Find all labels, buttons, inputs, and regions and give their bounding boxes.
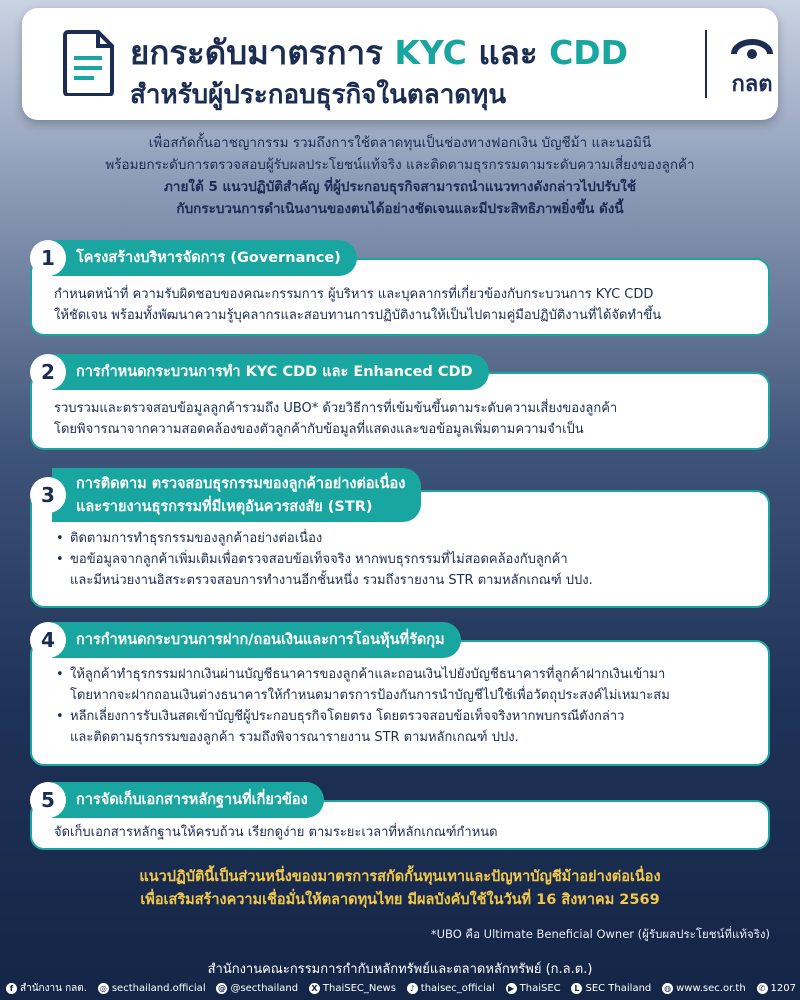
instagram-icon: ◎ (98, 983, 109, 994)
footnote: *UBO คือ Ultimate Beneficial Owner (ผู้รับผลประโยชน์ที่แท้จริง) (430, 927, 770, 941)
section-monitoring (30, 468, 770, 608)
facebook-icon: f (6, 983, 17, 994)
x-icon: X (309, 983, 320, 994)
section-number-badge: 3 (30, 477, 66, 513)
intro-text (40, 132, 760, 220)
bullet-item: • หลีกเลี่ยงการรับเงินสดเข้าบัญชีผู้ประกอบธุรกิจโดยตรง โดยตรวจสอบข้อเท็จจริงหากพบกรณีดังกล่าว และติดตามธุรกรรมของลูกค้า รวมถึงพิจารณารายงาน STR ตามหลักเกณฑ์ ปปง. (54, 706, 752, 748)
social-link[interactable]: ◍ www.sec.or.th (664, 983, 746, 994)
section-title: การกำหนดกระบวนการทำ KYC CDD และ Enhanced CDD (52, 354, 489, 390)
section-title: การจัดเก็บเอกสารหลักฐานที่เกี่ยวข้อง (52, 782, 324, 818)
social-links (6, 981, 796, 996)
section-line: โดยพิจารณาจากความสอดคล้องของตัวลูกค้ากับข้อมูลที่แสดงและขอข้อมูลเพิ่มตามความจำเป็น (54, 422, 584, 437)
social-link[interactable]: ✆ 1207 (757, 981, 796, 996)
web-icon: ◍ (662, 983, 673, 994)
intro-line: พร้อมยกระดับการตรวจสอบผู้รับผลประโยชน์แท้จริง และติดตามธุรกรรมตามระดับความเสี่ยงของลูกค้า (105, 157, 695, 173)
section-kyc-process (30, 354, 770, 450)
section-number-badge: 4 (30, 622, 66, 658)
section-title: โครงสร้างบริหารจัดการ (Governance) (52, 240, 357, 276)
social-link[interactable]: ▶ ThaiSEC (506, 981, 561, 996)
bullet-item: • ติดตามการทำธุรกรรมของลูกค้าอย่างต่อเนื่อง (54, 528, 752, 549)
tiktok-icon: ♪ (407, 983, 418, 994)
section-line: กำหนดหน้าที่ ความรับผิดชอบของคณะกรรมการ ผู้บริหาร และบุคลากรที่เกี่ยวข้องกับกระบวนการ KYC CDD (54, 287, 654, 302)
section-number-badge: 2 (30, 354, 66, 390)
intro-line-bold: ภายใต้ 5 แนวปฏิบัติสำคัญ ที่ผู้ประกอบธุรกิจสามารถนำแนวทางดังกล่าวไปปรับใช้ (164, 179, 636, 195)
header-card (22, 8, 778, 120)
social-link[interactable]: ◎ secthailand.official (99, 983, 206, 994)
document-icon (62, 30, 114, 96)
social-link[interactable]: f สำนักงาน กลต. (6, 981, 87, 996)
threads-icon: @ (217, 984, 226, 993)
section-number-badge: 5 (30, 782, 66, 818)
section-governance (30, 240, 770, 336)
divider (705, 30, 707, 98)
section-deposit-withdraw (30, 622, 770, 766)
social-link[interactable]: L SEC Thailand (571, 981, 651, 996)
section-documents (30, 782, 770, 850)
section-line: รวบรวมและตรวจสอบข้อมูลลูกค้ารวมถึง UBO* ด้วยวิธีการที่เข้มข้นขึ้นตามระดับความเสี่ยงของลูกค้า (54, 401, 618, 416)
section-title: การติดตาม ตรวจสอบธุรกรรมของลูกค้าอย่างต่อเนื่อง และรายงานธุรกรรมที่มีเหตุอันควรสงสัย (STR) (52, 468, 421, 522)
sec-logo-text: กลต (731, 72, 773, 97)
phone-icon: ✆ (757, 983, 768, 994)
bullet-item: • ให้ลูกค้าทำธุรกรรมฝากเงินผ่านบัญชีธนาคารของลูกค้าและถอนเงินไปยังบัญชีธนาคารที่ลูกค้าฝากเงินเข้ามา โดยหากจะฝากถอนเงินต่างธนาคารให้กำหนดมาตรการป้องกันการนำบัญชีไปใช้เพื่อวัตถุประสงค์ไม่เหมาะสม (54, 664, 752, 706)
page-title: ยกระดับมาตรการ KYC และ CDD (130, 33, 629, 72)
agency-name: สำนักงานคณะกรรมการกำกับหลักทรัพย์และตลาดหลักทรัพย์ (ก.ล.ต.) (207, 962, 593, 977)
section-line: จัดเก็บเอกสารหลักฐานให้ครบถ้วน เรียกดูง่าย ตามระยะเวลาที่หลักเกณฑ์กำหนด (54, 825, 498, 840)
line-icon: L (571, 983, 582, 994)
closing-statement: แนวปฏิบัตินี้เป็นส่วนหนึ่งของมาตรการสกัดกั้นทุนเทาและปัญหาบัญชีม้าอย่างต่อเนื่อง เพื่อเสริมสร้างความเชื่อมั่นให้ตลาดทุนไทย มีผลบังคับใช้ในวันที่ 16 สิงหาคม 2569 (139, 869, 661, 908)
page-subtitle: สำหรับผู้ประกอบธุรกิจในตลาดทุน (130, 80, 507, 110)
social-link[interactable]: X ThaiSEC_News (309, 981, 396, 996)
intro-line: เพื่อสกัดกั้นอาชญากรรม รวมถึงการใช้ตลาดทุนเป็นช่องทางฟอกเงิน บัญชีม้า และนอมินี (148, 135, 652, 151)
section-number-badge: 1 (30, 240, 66, 276)
bullet-item: • ขอข้อมูลจากลูกค้าเพิ่มเติมเพื่อตรวจสอบข้อเท็จจริง หากพบธุรกรรมที่ไม่สอดคล้องกับลูกค้า และมีหน่วยงานอิสระตรวจสอบการทำงานอีกชั้นหนึ่ง รวมถึงรายงาน STR ตามหลักเกณฑ์ ปปง. (54, 549, 752, 591)
social-link[interactable]: ♪ thaisec_official (407, 981, 495, 996)
youtube-icon: ▶ (506, 983, 517, 994)
intro-line-bold: กับกระบวนการดำเนินงานของตนได้อย่างชัดเจนและมีประสิทธิภาพยิ่งขึ้น ดังนี้ (176, 201, 624, 217)
section-line: ให้ชัดเจน พร้อมทั้งพัฒนาความรู้บุคลากรและสอบทานการปฏิบัติงานให้เป็นไปตามคู่มือปฏิบัติงานที่ได้จัดทำขึ้น (54, 308, 662, 323)
social-link[interactable]: @ @secthailand (217, 983, 299, 994)
section-title: การกำหนดกระบวนการฝาก/ถอนเงินและการโอนหุ้นที่รัดกุม (52, 622, 461, 658)
section-box (30, 640, 770, 766)
